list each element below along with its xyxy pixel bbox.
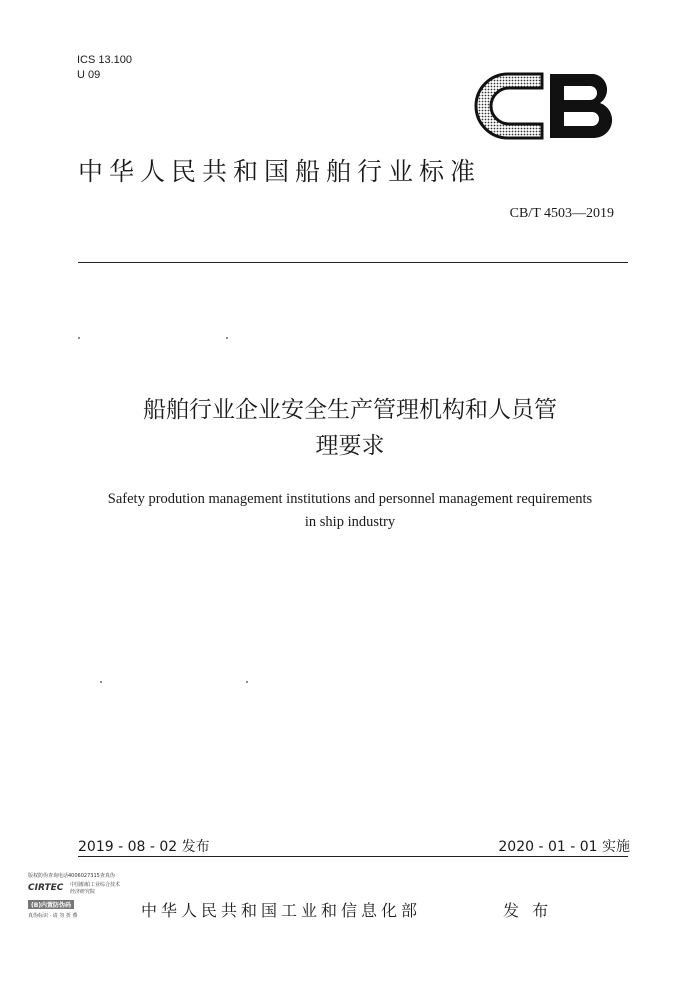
issuing-authority: 中华人民共和国工业和信息化部 — [141, 901, 422, 920]
stamp-query-text: 版权防伪查询电话4006027315查真伪 — [28, 873, 115, 879]
scan-dot — [226, 337, 228, 339]
document-title-cn-line2: 理要求 — [315, 433, 385, 459]
issue-label: 发 布 — [503, 901, 553, 920]
stamp-organization: 中国船舶工业综合技术经济研究院 — [70, 882, 121, 895]
implementation-date: 2020 - 01 - 01 实施 — [498, 839, 630, 855]
standard-number: CB/T 4503—2019 — [509, 206, 614, 221]
scan-dot — [100, 681, 102, 683]
anti-counterfeit-stamp — [28, 872, 126, 920]
release-date: 2019 - 08 - 02 发布 — [78, 839, 210, 855]
classification-codes — [77, 53, 132, 83]
document-title-en-line1: Safety prodution management institutions and personnel management requirements — [107, 491, 593, 507]
category-code: U 09 — [77, 69, 101, 81]
header-divider — [78, 262, 628, 263]
ics-code: ICS 13.100 — [77, 54, 133, 66]
document-title-cn-line1: 船舶行业企业安全生产管理机构和人员管 — [143, 397, 557, 423]
stamp-code-label: (B)内置防伪码 — [28, 900, 74, 909]
stamp-brand: CIRTEC — [28, 883, 64, 893]
scan-dot — [246, 681, 248, 683]
cb-logo — [472, 70, 617, 142]
document-title-en-line2: in ship industry — [304, 514, 396, 530]
stamp-footnote: 真伪标识 · 请 勿 折 叠 — [28, 913, 78, 919]
standard-body-title: 中华人民共和国船舶行业标准 — [78, 157, 482, 186]
scan-dot — [78, 337, 80, 339]
footer-divider — [78, 856, 628, 857]
